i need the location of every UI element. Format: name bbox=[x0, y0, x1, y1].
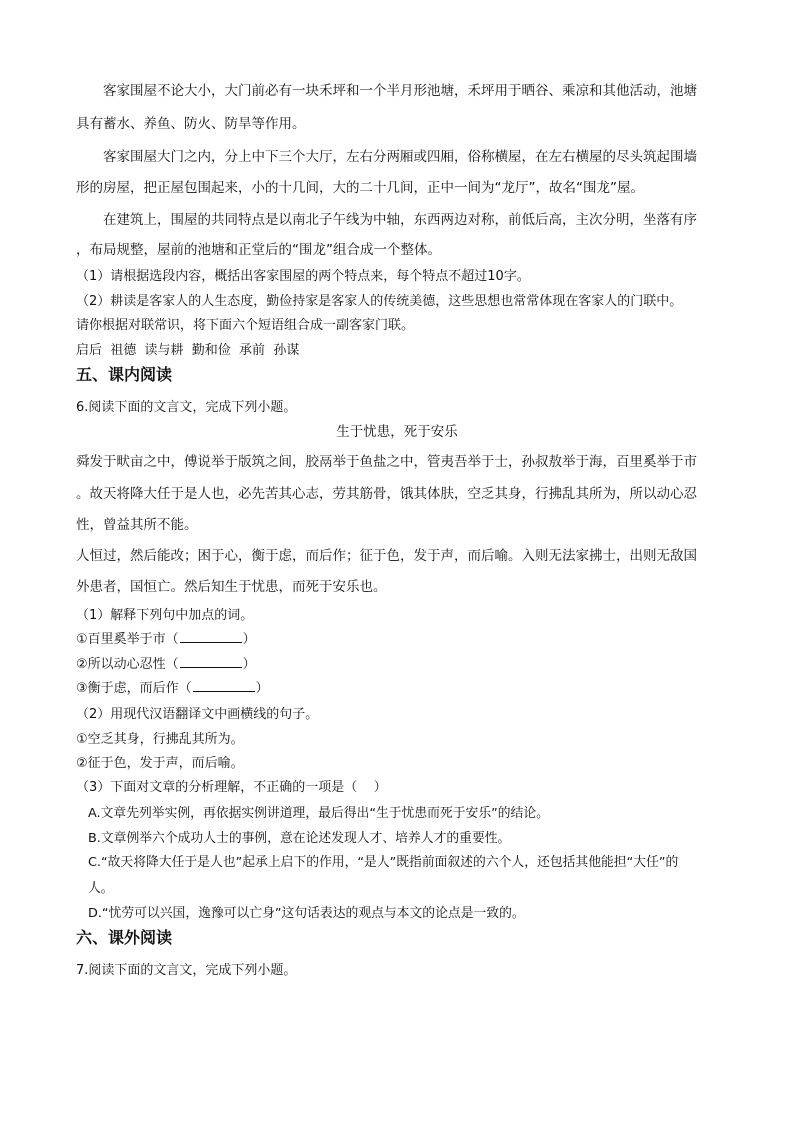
section-6-heading: 六、课外阅读 bbox=[76, 928, 173, 947]
question-2-line2: 请你根据对联常识，将下面六个短语组合成一副客家门联。 bbox=[76, 318, 415, 333]
option-a: A.文章先列举实例，再依据实例讲道理，最后得出“生于忧患而死于安乐”的结论。 bbox=[88, 806, 549, 821]
sub1-item-3-end: ） bbox=[255, 681, 269, 696]
text-para1-line2: 。故天将降大任于是人也，必先苦其心志，劳其筋骨，饿其体肤，空乏其身，行拂乱其所为，所以动心忍 bbox=[76, 486, 697, 502]
phrase-list: 启后 祖德 读与耕 勤和俭 承前 孙谋 bbox=[76, 343, 300, 358]
question-6-intro: 6.阅读下面的文言文，完成下列小题。 bbox=[76, 400, 297, 415]
passage-p1-line1: 客家围屋不论大小，大门前必有一块禾坪和一个半月形池塘，禾坪用于晒谷、乘凉和其他活动，池塘 bbox=[103, 83, 697, 99]
sub1-item-3-text: ③衡于虑，而后作（ bbox=[76, 681, 192, 696]
answer-blank-2[interactable] bbox=[180, 655, 242, 668]
passage-p2-line2: 形的房屋，把正屋包围起来，小的十几间，大的二十几间，正中一间为“龙厅”，故名“围龙”屋。 bbox=[76, 180, 644, 196]
sub1-item-3 bbox=[76, 679, 726, 699]
sub1-item-1-end: ） bbox=[242, 632, 256, 647]
passage-p2-line1: 客家围屋大门之内，分上中下三个大厅，左右分两厢或四厢，俗称横屋，在左右横屋的尽头筑起围墙 bbox=[103, 149, 697, 165]
option-c-line1: C.“故天将降大任于是人也”起承上启下的作用，“是人”既指前面叙述的六个人，还包括其他能担“大任”的 bbox=[88, 855, 679, 870]
sub-question-3: （3）下面对文章的分析理解，不正确的一项是（ ） bbox=[76, 780, 387, 795]
passage-p3-line1: 在建筑上，围屋的共同特点是以南北子午线为中轴，东西两边对称，前低后高，主次分明，坐落有序 bbox=[103, 212, 697, 228]
text-para1-line3: 性，曾益其所不能。 bbox=[76, 517, 198, 533]
question-2-line1: （2）耕读是客家人的人生态度，勤俭持家是客家人的传统美德，这些思想也常常体现在客家人的门联中。 bbox=[76, 294, 683, 309]
question-1: （1）请根据选段内容，概括出客家围屋的两个特点来，每个特点不超过10字。 bbox=[76, 269, 530, 284]
section-5-heading: 五、课内阅读 bbox=[76, 365, 173, 384]
question-7-intro: 7.阅读下面的文言文，完成下列小题。 bbox=[76, 963, 297, 978]
passage-p3-line2: ，布局规整，屋前的池塘和正堂后的“围龙”组合成一个整体。 bbox=[76, 242, 441, 258]
sub1-item-2-end: ） bbox=[242, 657, 256, 672]
text-para2-line1: 人恒过，然后能改；困于心，衡于虑，而后作；征于色，发于声，而后喻。入则无法家拂士，出则无敌国 bbox=[76, 548, 697, 564]
sub1-item-2 bbox=[76, 655, 726, 675]
text-title: 生于忧患，死于安乐 bbox=[336, 424, 458, 440]
option-d: D.“忧劳可以兴国，逸豫可以亡身”这句话表达的观点与本文的论点是一致的。 bbox=[88, 906, 525, 921]
sub1-item-1 bbox=[76, 630, 726, 650]
sub-question-2: （2）用现代汉语翻译文中画横线的句子。 bbox=[76, 707, 319, 722]
text-para1-line1: 舜发于畎亩之中，傅说举于版筑之间，胶鬲举于鱼盐之中，管夷吾举于士，孙叔敖举于海，百里奚举于市 bbox=[76, 454, 697, 470]
sub1-item-1-text: ①百里奚举于市（ bbox=[76, 632, 179, 647]
answer-blank-3[interactable] bbox=[193, 679, 255, 692]
text-para2-line2: 外患者，国恒亡。然后知生于忧患，而死于安乐也。 bbox=[76, 579, 387, 595]
option-b: B.文章例举六个成功人士的事例，意在论述发现人才、培养人才的重要性。 bbox=[88, 831, 511, 846]
sub2-item-1: ①空乏其身，行拂乱其所为。 bbox=[76, 732, 244, 747]
passage-p1-line2: 具有蓄水、养鱼、防火、防旱等作用。 bbox=[76, 116, 306, 132]
sub-question-1: （1）解释下列句中加点的词。 bbox=[76, 608, 254, 623]
sub1-item-2-text: ②所以动心忍性（ bbox=[76, 657, 179, 672]
answer-blank-1[interactable] bbox=[180, 630, 242, 643]
option-c-line2: 人。 bbox=[88, 881, 114, 896]
sub2-item-2: ②征于色，发于声，而后喻。 bbox=[76, 756, 244, 771]
